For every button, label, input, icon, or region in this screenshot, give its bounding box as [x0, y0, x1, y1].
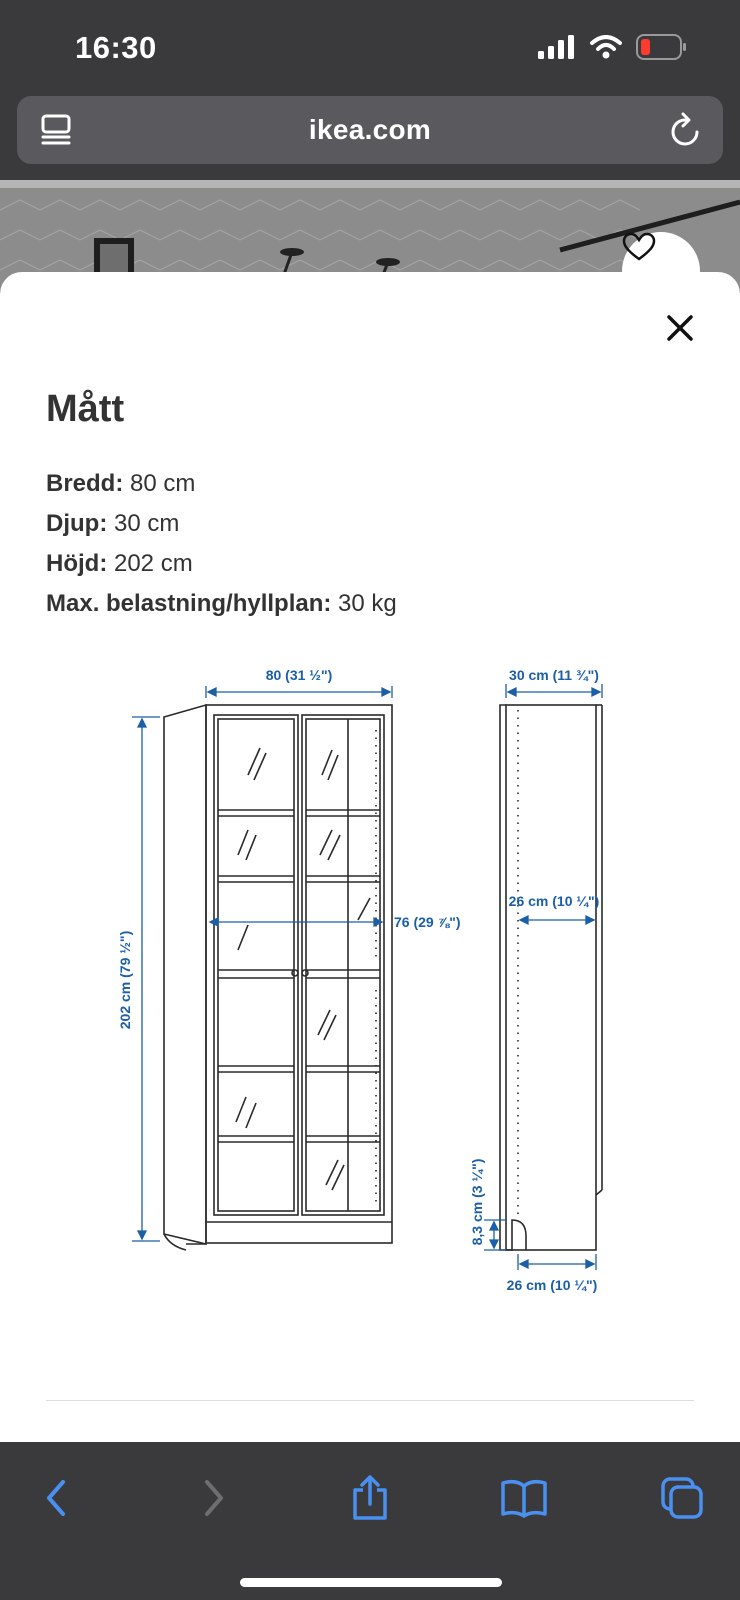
dim-height-label: 202 cm (79 ½"): [117, 930, 133, 1030]
battery-icon: [636, 34, 688, 60]
address-bar[interactable]: [17, 96, 723, 164]
close-button[interactable]: [660, 308, 700, 348]
book-icon: [500, 1478, 548, 1518]
dim-inner-width-label: 76 (29 ⅞"): [394, 914, 461, 930]
forward-button[interactable]: [186, 1470, 242, 1526]
home-indicator: [240, 1578, 502, 1587]
url-text[interactable]: ikea.com: [308, 114, 432, 145]
status-bar: [0, 0, 740, 90]
tabs-icon: [659, 1475, 705, 1521]
spec-list: [46, 464, 397, 624]
spec-row-height: Höjd: 202 cm: [46, 550, 193, 577]
chevron-right-icon: [199, 1478, 229, 1518]
tabs-button[interactable]: [654, 1470, 710, 1526]
dim-depth-label: 30 cm (11 ¾"): [509, 667, 599, 683]
back-button[interactable]: [28, 1470, 84, 1526]
signal-icon: [538, 35, 576, 59]
dim-plinth-height-label: 8,3 cm (3 ¼"): [469, 1158, 485, 1246]
status-time: 16:30: [75, 30, 157, 65]
browser-toolbar: [0, 1442, 740, 1600]
dim-width-label: 80 (31 ½"): [265, 667, 333, 683]
heart-icon: [622, 232, 656, 262]
divider: [46, 1400, 694, 1401]
chevron-left-icon: [41, 1478, 71, 1518]
dim-inner-depth-label: 26 cm (10 ¼"): [508, 893, 600, 909]
spec-row-depth: Djup: 30 cm: [46, 510, 180, 537]
tabs-overview-icon[interactable]: [39, 113, 73, 152]
dim-base-depth-label: 26 cm (10 ¼"): [506, 1277, 598, 1293]
status-icons: [538, 34, 688, 60]
bookmarks-button[interactable]: [496, 1470, 552, 1526]
close-icon: [667, 315, 693, 341]
dimension-diagram: [100, 660, 700, 1320]
share-icon: [350, 1474, 390, 1522]
reload-icon[interactable]: [669, 112, 703, 153]
share-button[interactable]: [342, 1470, 398, 1526]
spec-row-width: Bredd: 80 cm: [46, 470, 196, 497]
spec-row-max-load: Max. belastning/hyllplan: 30 kg: [46, 590, 397, 617]
dimensions-sheet: [0, 272, 740, 1442]
wifi-icon: [590, 35, 622, 59]
sheet-title: Mått: [46, 388, 125, 430]
